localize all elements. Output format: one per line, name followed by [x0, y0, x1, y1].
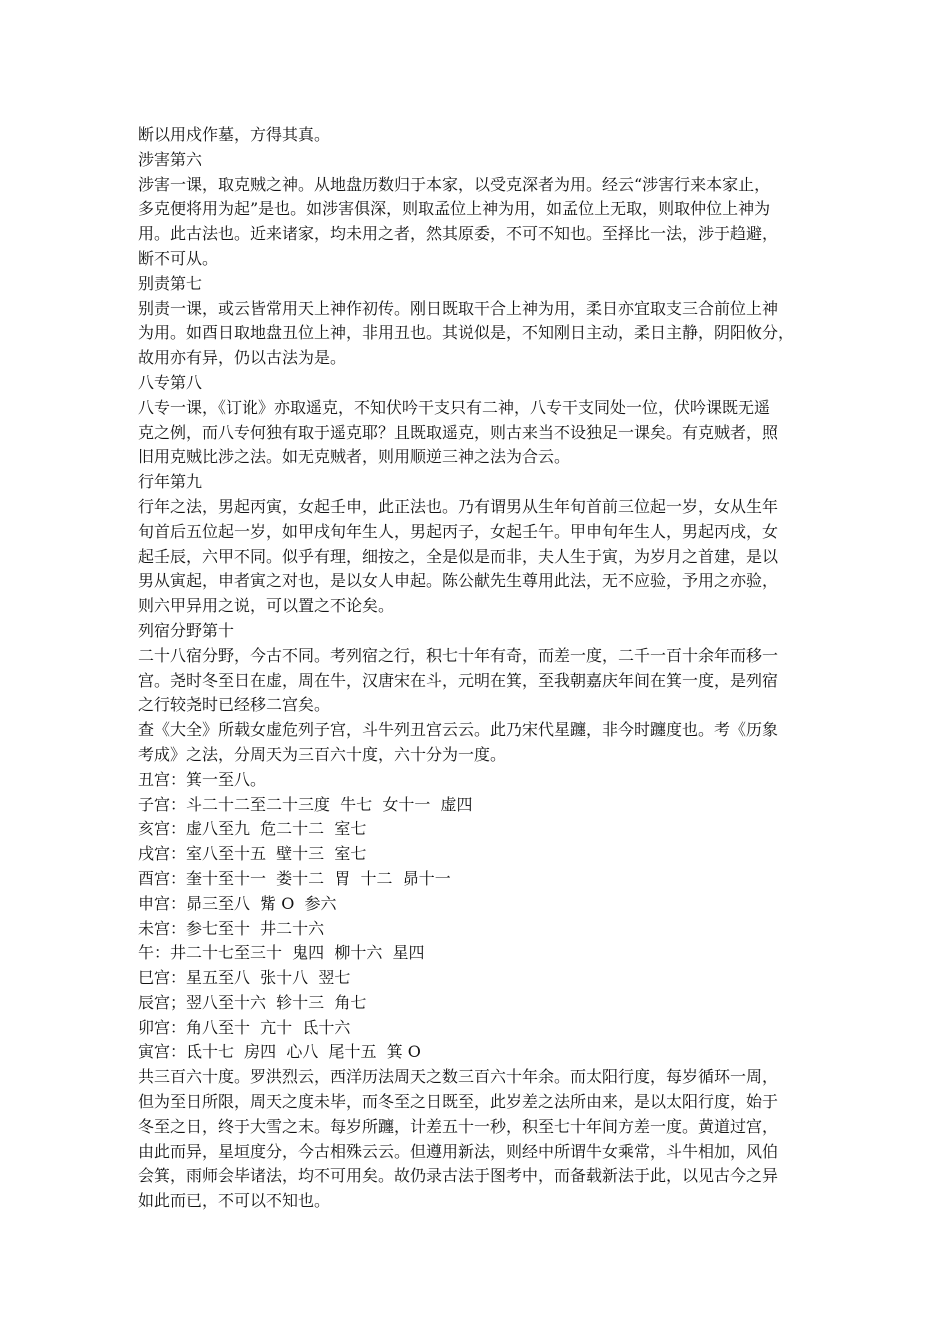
palace-line: 申宫：昴三至八 觜 O 参六: [138, 893, 337, 913]
text-line: 旧用克贼比涉之法。如无克贼者，则用顺逆三神之法为合云。: [138, 447, 571, 467]
palace-line: 戌宫：室八至十五 壁十三 室七: [138, 844, 367, 864]
palace-line: 巳宫：星五至八 张十八 翌七: [138, 968, 351, 988]
text-line: 多克便将用为起”是也。如涉害俱深，则取孟位上神为用，如孟位上无取，则取仲位上神为: [138, 199, 771, 219]
text-line: 考成》之法，分周天为三百六十度，六十分为一度。: [138, 744, 507, 764]
palace-line: 辰宫；翌八至十六 轸十三 角七: [138, 992, 367, 1012]
text-line: 起壬辰，六甲不同。似乎有理，细按之，全是似是而非，夫人生于寅，为岁月之首建，是以: [138, 546, 779, 566]
section-heading: 列宿分野第十: [138, 620, 235, 640]
palace-line: 酉宫：奎十至十一 娄十二 胃 十二 昴十一: [138, 868, 451, 888]
section-heading: 别责第七: [138, 273, 203, 293]
text-line: 克之例，而八专何独有取于遥克耶？且既取遥克，则古来当不设独足一课矣。有克贼者，照: [138, 422, 779, 442]
text-line: 但为至日所限，周天之度未毕，而冬至之日既至，此岁差之法所由来，是以太阳行度，始于: [138, 1092, 779, 1112]
text-line: 如此而已，不可以不知也。: [138, 1191, 331, 1211]
palace-line: 未宫：参七至十 井二十六: [138, 918, 325, 938]
text-line: 断不可从。: [138, 248, 219, 268]
palace-line: 寅宫：氐十七 房四 心八 尾十五 箕 O: [138, 1042, 421, 1062]
palace-line: 亥宫：虚八至九 危二十二 室七: [138, 819, 367, 839]
text-line: 由此而异，星垣度分，今古相殊云云。但遵用新法，则经中所谓牛女乘常，斗牛相加，风伯: [138, 1141, 779, 1161]
text-line: 冬至之日，终于大雪之末。每岁所躔，计差五十一秒，积至七十年间方差一度。黄道过宫，: [138, 1116, 779, 1136]
text-line: 男从寅起，申者寅之对也，是以女人申起。陈公献先生尊用此法，无不应验，予用之亦验，: [138, 571, 779, 591]
text-line: 宫。尧时冬至日在虚，周在牛，汉唐宋在斗，元明在箕，至我朝嘉庆年间在箕一度，是列宿: [138, 670, 779, 690]
text-line: 八专一课，《订讹》亦取遥克，不知伏吟干支只有二神，八专干支同处一位，伏吟课既无遥: [138, 397, 771, 417]
text-line: 行年之法，男起丙寅，女起壬申，此正法也。乃有谓男从生年旬首前三位起一岁，女从生年: [138, 496, 779, 516]
text-line: 别责一课，或云皆常用天上神作初传。刚日既取干合上神为用，柔日亦宜取支三合前位上神: [138, 298, 779, 318]
text-line: 则六甲异用之说，可以置之不论矣。: [138, 596, 395, 616]
document-body: [138, 123, 828, 1214]
text-line: 共三百六十度。罗洪烈云，西洋历法周天之数三百六十年余。而太阳行度，每岁循环一周，: [138, 1067, 779, 1087]
text-line: 之行较尧时已经移二宫矣。: [138, 695, 331, 715]
text-line: 用。此古法也。近来诸家，均未用之者，然其原委，不可不知也。至择比一法，涉于趋避，: [138, 224, 779, 244]
text-line: 查《大全》所载女虚危列子宫，斗牛列丑宫云云。此乃宋代星躔，非今时躔度也。考《历象: [138, 720, 779, 740]
text-line: 故用亦有异，仍以古法为是。: [138, 348, 347, 368]
text-line: 旬首后五位起一岁，如甲戌旬年生人，男起丙子，女起壬午。甲申旬年生人，男起丙戌，女: [138, 521, 779, 541]
palace-line: 卯宫：角八至十 亢十 氐十六: [138, 1017, 351, 1037]
palace-line: 子宫：斗二十二至二十三度 牛七 女十一 虚四: [138, 794, 473, 814]
text-line: 会箕，雨师会毕诸法，均不可用矣。故仍录古法于图考中，而备载新法于此，以见古今之异: [138, 1166, 779, 1186]
palace-line: 丑宫：箕一至八。: [138, 769, 267, 789]
text-line: 为用。如酉日取地盘丑位上神，非用丑也。其说似是，不知刚日主动，柔日主静，阴阳攸分，: [138, 323, 795, 343]
text-line: 二十八宿分野，今古不同。考列宿之行，积七十年有奇，而差一度，二千一百十余年而移一: [138, 645, 779, 665]
section-heading: 行年第九: [138, 472, 203, 492]
section-heading: 八专第八: [138, 372, 203, 392]
section-heading: 涉害第六: [138, 149, 203, 169]
text-line: 涉害一课，取克贼之神。从地盘历数归于本家，以受克深者为用。经云“涉害行来本家止，: [138, 174, 771, 194]
text-line: 断以用戍作墓，方得其真。: [138, 125, 331, 144]
palace-line: 午：井二十七至三十 鬼四 柳十六 星四: [138, 943, 425, 963]
